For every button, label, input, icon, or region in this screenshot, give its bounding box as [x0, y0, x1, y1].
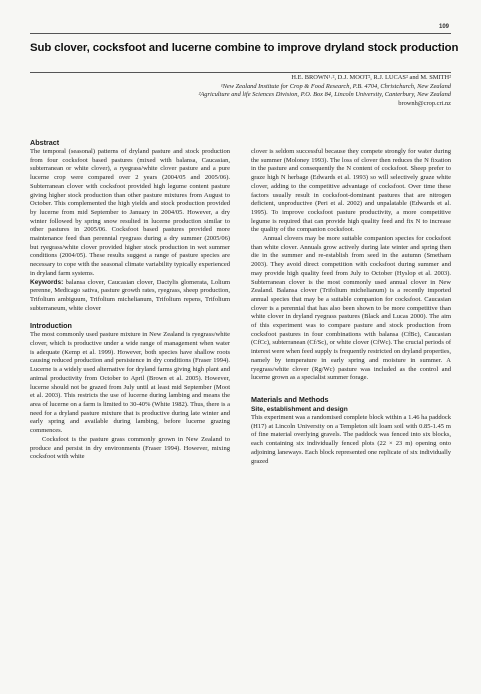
methods-heading: Materials and Methods [251, 394, 329, 404]
affiliation-2: ²Agriculture and life Sciences Division, P.O. Box 84, Lincoln University, Canterbury, New Zealand [198, 91, 451, 99]
introduction-paragraph-1: The most commonly used pasture mixture in New Zealand is ryegrass/white clover, which is productive under a wide range of management when water is adequate (Kemp et al. 1999). However, both species have shallow roots causing reduced production and persistence in dry conditions (Fraser 1994). Lucerne is a widely used alternative for dryland farms giving high plant and animal productivity from October to April (Brown et al. 2005). However, lucerne should not be grazed from July until at least mid September (Moot et al. 2003). This restricts the use of lucerne during lambing and means the area of lucerne on a farm is limited to 30-40% (White 1982). Thus, there is a need for a dryland pasture mixture that is productive during late winter and early spring and available during lambing, before lucerne grazing commences. [30, 331, 230, 435]
abstract-heading: Abstract [30, 138, 60, 147]
abstract-text: The temporal (seasonal) patterns of dryland pasture and stock production from four cocksfoot based pastures (mixed with balansa, Caucasian, subterranean or white clover), a ryegrass/white clover pasture and a pure lucerne crop were compared over 2 years (2004/05 and 2005/06). Subterranean clover with cocksfoot provided high legume content pasture giving higher stock production than other pasture mixtures from August to October. This complemented the high yields and stock production provided by lucerne from mid September to January in 2004/05. However, a dry winter followed by spring snow resulted in lucerne production similar to other pastures in 2005/06. Cocksfoot based pastures provided more maintenance feed than perennial ryegrass during a dry summer (2005/06) but ryegrass/white clover provided higher stock production in wet summer conditions (2004/05). These results suggest a range of pasture species are necessary to cope with the seasonal climate variability typically experienced in dryland farm systems. [30, 148, 230, 277]
keywords-label: Keywords: [30, 278, 64, 286]
left-column [30, 138, 230, 462]
spacer [30, 313, 230, 321]
paper-title: Sub clover, cocksfoot and lucerne combine to improve dryland stock production [30, 42, 459, 54]
right-paragraph-1: clover is seldom successful because they compete strongly for water during the summer (Moloney 1993). The loss of clover then reduces the N fixation in the pasture and consequently the N content of cocksfoot. Sheep prefer to graze high N herbage (Edwards et al. 1993) so will selectively graze white clover, adding to the competitive advantage of cocksfoot. Over time these factors usually result in cocksfoot-dominant pastures that are nitrogen deficient, unproductive (Peri et al. 2002) and unpalatable (Edwards et al. 1995). To improve cocksfoot pasture productivity, a more competitive legume is required that can provide high quality feed and fix N to increase the quality of the companion cocksfoot. [251, 148, 451, 234]
affiliation-1: ¹New Zealand Institute for Crop & Food Research, P.B. 4704, Christchurch, New Zealand [220, 82, 451, 90]
keywords-paragraph [30, 279, 230, 314]
title-rule [30, 72, 451, 73]
page-number: 109 [438, 24, 449, 30]
author-block [30, 74, 451, 108]
right-paragraph-2: Annual clovers may be more suitable companion species for cocksfoot than white clover. Annuals grow actively during late winter and spring then die in the summer and re-establish from seed in the autumn (Smetham 2003). They avoid direct competition with cocksfoot during summer and may provide high quality feed from July to October (Hyslop et al. 2003). Subterranean clover is the most commonly used annual clover in New Zealand. Balansa clover (Trifolium michelianum) is a recently imported annual species that may be a suitable companion for cocksfoot. Caucasian clover is a perennial that has also been shown to be more competitive than white clover in dryland ryegrass pastures (Black and Lucas 2000). The aim of this experiment was to compare pasture and stock production from cocksfoot pastures in four combinations with balansa (CfBc), Caucasian (CfCc), subterranean (Cf/Sc), or white clover (CfWc). The crucial periods of interest were when feed supply is frequently restricted on dryland properties, namely by temperature in early spring and moisture in summer. A ryegrass/white clover (Rg/Wc) pasture was included as the control and lucerne grown as a specialist summer forage. [251, 235, 451, 382]
methods-paragraph: This experiment was a randomised complete block within a 1.46 ha paddock (H17) at Lincoln University on a Templeton silt loam soil with 0.85-1.45 m of fine material overlying gravels. The paddock was fenced into six blocks, each containing six individually fenced plots (22 × 23 m) opening onto adjoining laneways. Each block represented one replicate of six individually grazed [251, 413, 451, 465]
introduction-heading: Introduction [30, 321, 72, 331]
author-names: H.E. BROWN¹˒², D.J. MOOT², R.J. LUCAS² and M. SMITH² [291, 74, 451, 81]
introduction-paragraph-2: Cocksfoot is the pasture grass commonly grown in New Zealand to produce and persist in dry environments (Fraser 1994). However, mixing cocksfoot with white [30, 435, 230, 461]
author-email[interactable]: brownh@crop.cri.nz [398, 99, 451, 107]
top-rule [30, 33, 451, 34]
keywords-text: balansa clover, Caucasian clover, Dactylis glomerata, Lolium perenne, Medicago sativa, pasture growth rates, ryegrass, sheep production, Trifolium ambiguum, Trifolium michelianum, Trifolium repens, Trifolium subterraneum, white clover [30, 278, 230, 312]
spacer [251, 383, 451, 395]
methods-subheading: Site, establishment and design [251, 405, 348, 413]
right-column [251, 148, 451, 466]
